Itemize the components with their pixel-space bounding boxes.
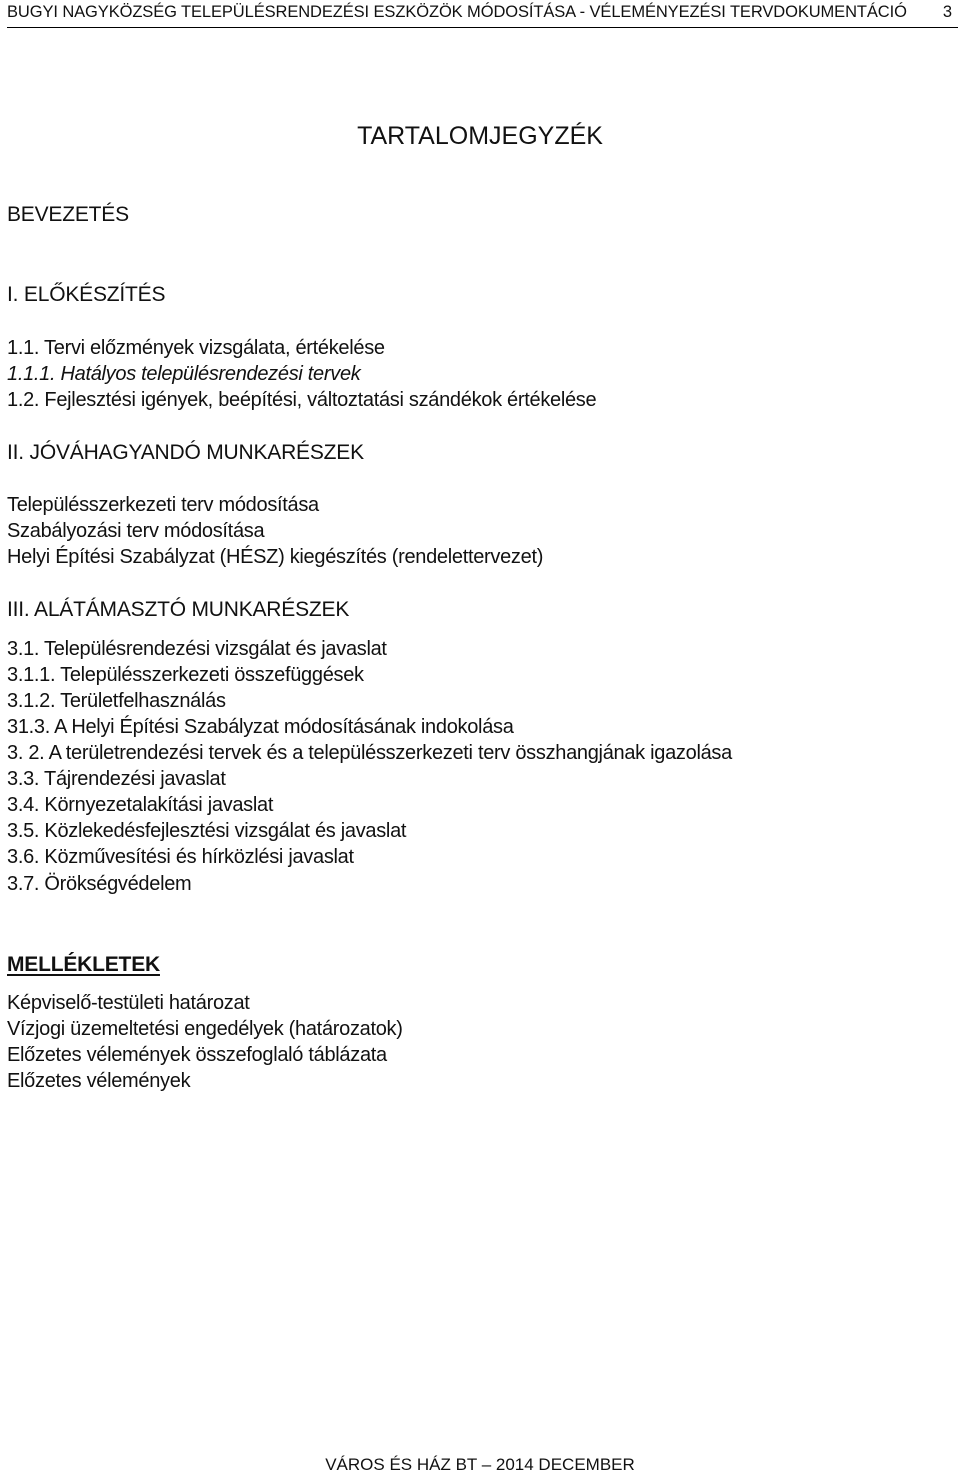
document-title: [0, 122, 960, 151]
toc-entry: 3.1.1. Településszerkezeti összefüggések: [7, 664, 364, 686]
footer-text: VÁROS ÉS HÁZ BT – 2014 DECEMBER: [325, 1455, 635, 1474]
toc-entry: 1.1. Tervi előzmények vizsgálata, értékelése: [7, 337, 385, 359]
toc-entry: 3.1.2. Területfelhasználás: [7, 690, 226, 712]
section3-heading: III. ALÁTÁMASZTÓ MUNKARÉSZEK: [7, 598, 350, 621]
toc-entry: Szabályozási terv módosítása: [7, 520, 265, 542]
page-footer: [0, 1455, 960, 1475]
section2-heading: II. JÓVÁHAGYANDÓ MUNKARÉSZEK: [7, 441, 364, 464]
toc-entry: 3.6. Közművesítési és hírközlési javaslat: [7, 846, 354, 868]
annex-entry: Előzetes vélemények összefoglaló táblázata: [7, 1044, 387, 1066]
toc-entry: 3. 2. A területrendezési tervek és a településszerkezeti terv összhangjának igazolása: [7, 742, 732, 764]
annex-entry: Vízjogi üzemeltetési engedélyek (határozatok): [7, 1018, 403, 1040]
annex-entry: Képviselő-testületi határozat: [7, 992, 250, 1014]
toc-entry: 3.3. Tájrendezési javaslat: [7, 768, 226, 790]
header-title: BUGYI NAGYKÖZSÉG TELEPÜLÉSRENDEZÉSI ESZKÖZÖK MÓDOSÍTÁSA - VÉLEMÉNYEZÉSI TERVDOKUMENTÁCIÓ: [7, 3, 907, 21]
toc-entry: 31.3. A Helyi Építési Szabályzat módosításának indokolása: [7, 716, 514, 738]
annexes-heading: MELLÉKLETEK: [7, 953, 160, 976]
toc-entry: 1.2. Fejlesztési igények, beépítési, változtatási szándékok értékelése: [7, 389, 597, 411]
intro-heading: BEVEZETÉS: [7, 203, 129, 226]
toc-entry: 3.7. Örökségvédelem: [7, 873, 192, 895]
page-number: 3: [942, 3, 952, 21]
toc-entry: 3.1. Településrendezési vizsgálat és javaslat: [7, 638, 387, 660]
toc-entry: 3.4. Környezetalakítási javaslat: [7, 794, 274, 816]
page-header: [7, 0, 958, 28]
toc-entry: Helyi Építési Szabályzat (HÉSZ) kiegészítés (rendelettervezet): [7, 546, 544, 568]
toc-entry: 3.5. Közlekedésfejlesztési vizsgálat és javaslat: [7, 820, 407, 842]
document-title-text: TARTALOMJEGYZÉK: [357, 122, 603, 150]
annex-entry: Előzetes vélemények: [7, 1070, 191, 1092]
toc-entry: Településszerkezeti terv módosítása: [7, 494, 319, 516]
section1-heading: I. ELŐKÉSZÍTÉS: [7, 283, 166, 306]
toc-entry: 1.1.1. Hatályos településrendezési tervek: [7, 363, 361, 385]
